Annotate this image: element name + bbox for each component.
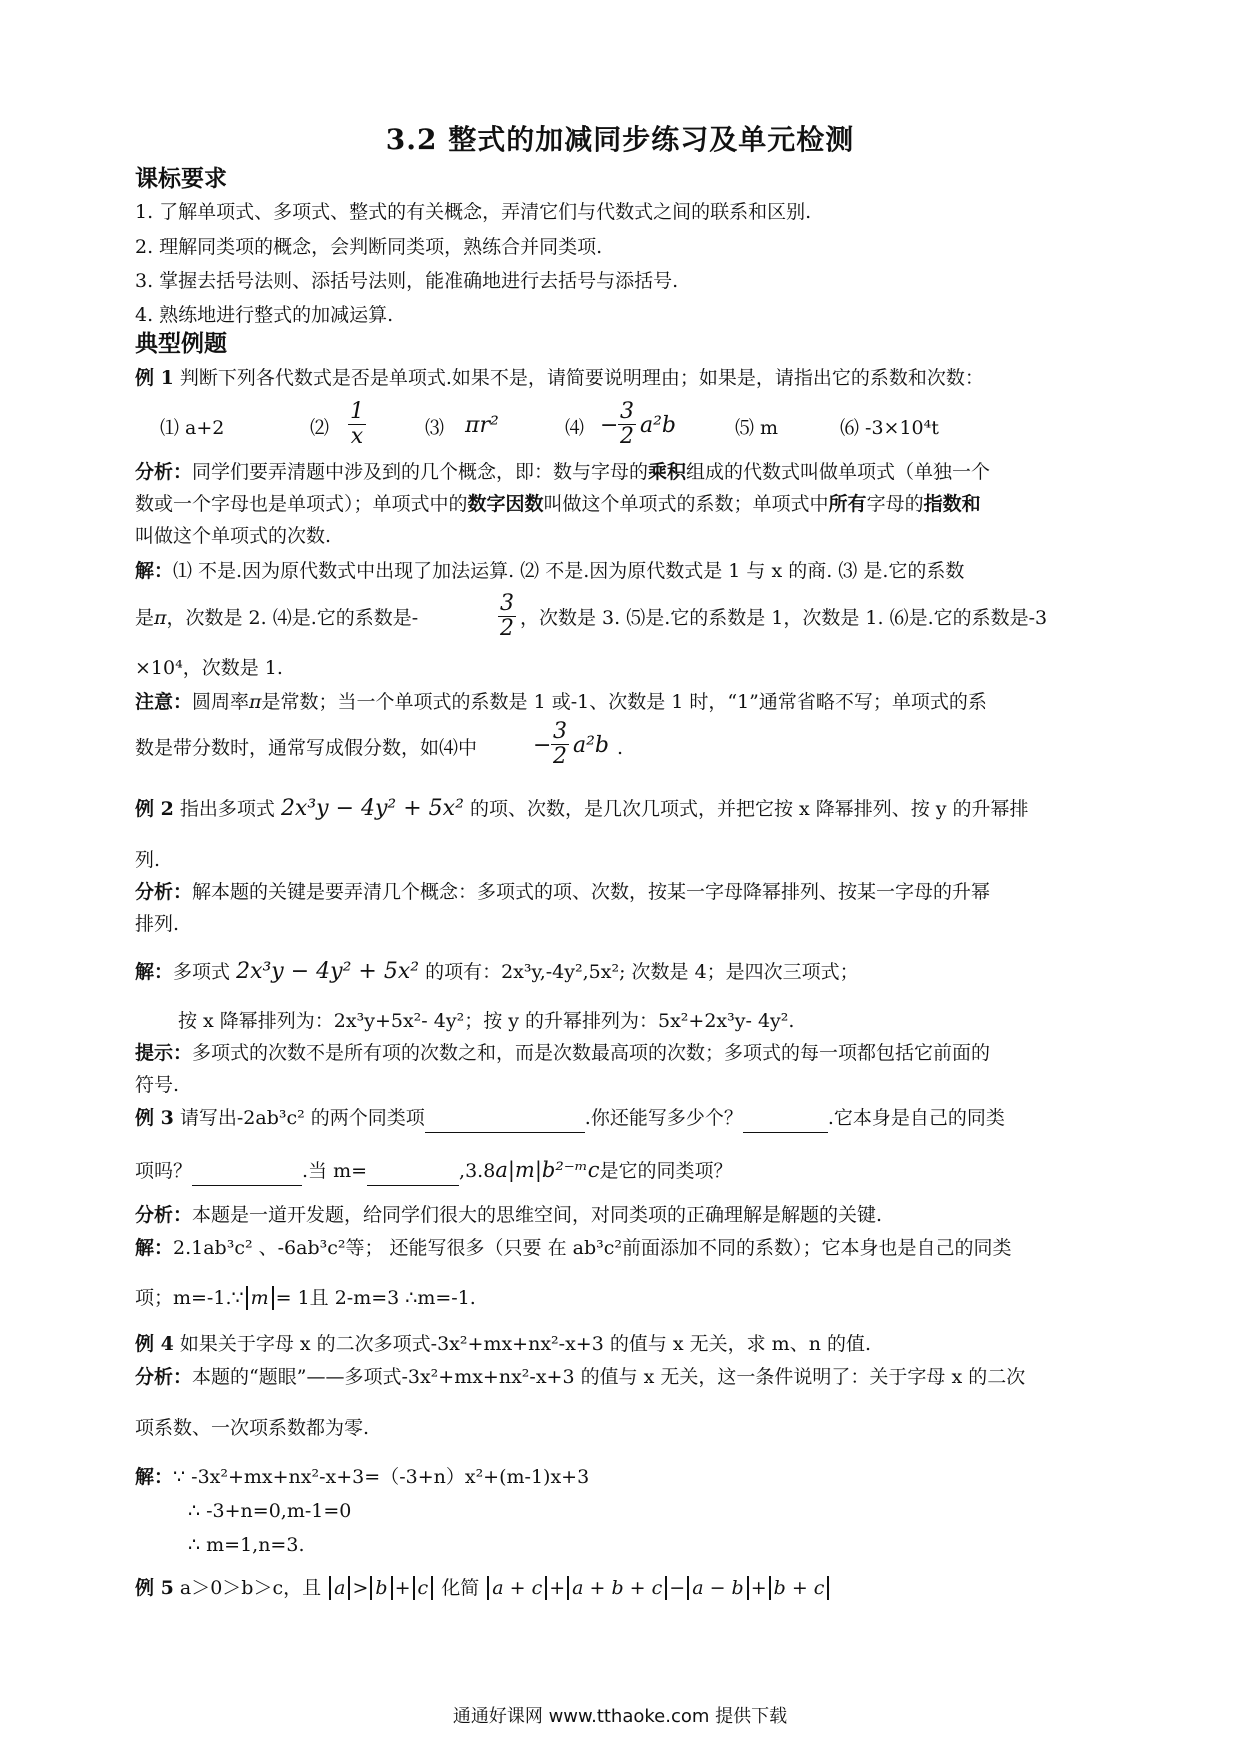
solution-text: 多项式 xyxy=(173,961,231,983)
greater-than-sign: > xyxy=(352,1577,369,1599)
page-footer: 通通好课网 www.tthaoke.com 提供下载 xyxy=(452,1706,788,1727)
example-4-label: 例 4 xyxy=(135,1333,174,1355)
analysis-label: 分析： xyxy=(135,1204,193,1226)
analysis-label: 分析： xyxy=(135,881,193,903)
example-5-question: 例 5 a＞0＞b＞c，且 a > b + c 化简 a + c + a + b + c − a − b + b + c xyxy=(135,1574,1120,1602)
question-text: 的项、次数，是几次几项式，并把它按 x 降幂排列、按 y 的升幂排 xyxy=(469,798,1029,820)
requirement-3: 3. 掌握去括号法则、添括号法则，能准确地进行去括号与添括号. xyxy=(135,270,679,292)
example-4-solution-line-3: ∴ m=1,n=3. xyxy=(188,1534,305,1556)
solution-text: 是π，次数是 2. ⑷是.它的系数是- xyxy=(135,607,419,629)
fraction-denominator: x xyxy=(350,424,364,449)
requirement-4: 4. 熟练地进行整式的加减运算. xyxy=(135,304,394,326)
like-term-math: a|m|b²⁻ᵐc xyxy=(495,1158,600,1182)
example-2-solution-line-1 xyxy=(135,958,1120,986)
example-4-analysis-line-2: 项系数、一次项系数都为零. xyxy=(135,1417,370,1439)
minus-sign: − xyxy=(600,413,619,438)
absolute-value: c xyxy=(413,1576,434,1600)
solution-label: 解： xyxy=(135,1466,174,1488)
requirement-1: 1. 了解单项式、多项式、整式的有关概念，弄清它们与代数式之间的联系和区别. xyxy=(135,201,812,223)
fraction-denominator: 2 xyxy=(620,424,634,449)
example-1-text: 判断下列各代数式是否是单项式.如果不是，请简要说明理由；如果是，请指出它的系数和次数： xyxy=(173,367,984,389)
example-1-question xyxy=(135,364,1120,392)
option-4-label: ⑷ xyxy=(565,417,585,439)
question-text: ,3.8 xyxy=(459,1160,496,1182)
analysis-text: 本题的“题眼”——多项式-3x²+mx+nx²-x+3 的值与 x 无关，这一条件说明了：关于字母 x 的二次 xyxy=(192,1366,1026,1388)
analysis-text: 解本题的关键是要弄清几个概念：多项式的项、次数，按某一字母降幂排列、按某一字母的升幂 xyxy=(192,881,991,903)
analysis-bold: 数字因数 xyxy=(467,493,544,515)
solution-text: 项；m=-1.∵ xyxy=(135,1287,244,1309)
note-label: 注意： xyxy=(135,691,193,713)
question-text: a＞0＞b＞c，且 xyxy=(173,1577,322,1599)
analysis-text: 字母的 xyxy=(866,493,924,515)
analysis-label: 分析： xyxy=(135,461,193,483)
example-1-label: 例 1 xyxy=(135,367,174,389)
pi-symbol: π xyxy=(154,607,167,629)
question-text: .你还能写多少个？ xyxy=(584,1107,743,1129)
section-heading-examples: 典型例题 xyxy=(135,330,227,357)
example-3-question-line-2 xyxy=(135,1156,1120,1186)
analysis-bold: 所有 xyxy=(828,493,867,515)
absolute-value: a − b xyxy=(687,1576,749,1600)
example-2-label: 例 2 xyxy=(135,798,174,820)
solution-text: 的项有：2x³y,-4y²,5x²; 次数是 4；是四次三项式； xyxy=(425,961,859,983)
page-title: 3.2 整式的加减同步练习及单元检测 xyxy=(385,123,855,156)
solution-text: ，次数是 3. ⑸是.它的系数是 1，次数是 1. ⑹是.它的系数是-3 xyxy=(520,607,1048,629)
analysis-text: 同学们要弄清题中涉及到的几个概念，即：数与字母的 xyxy=(192,461,649,483)
absolute-value: a + b + c xyxy=(567,1576,667,1600)
note-text: 是常数；当一个单项式的系数是 1 或-1、次数是 1 时，“1”通常省略不写；单项式的系 xyxy=(261,691,987,713)
fraction-numerator: 1 xyxy=(350,399,364,424)
analysis-bold: 指数和 xyxy=(923,493,981,515)
example-1-solution-line-2 xyxy=(135,592,1120,644)
analysis-text: 叫做这个单项式的系数；单项式中 xyxy=(543,493,829,515)
question-text: .当 m= xyxy=(302,1160,368,1182)
example-5-label: 例 5 xyxy=(135,1577,174,1599)
example-1-solution-line-3: ×10⁴，次数是 1. xyxy=(135,657,283,679)
solution-text: 2.1ab³c² 、-6ab³c²等； 还能写很多（只要 在 ab³c²前面添加不同的系数）；它本身也是自己的同类 xyxy=(173,1237,1012,1259)
option-2-fraction xyxy=(348,400,366,449)
option-1: ⑴ a+2 xyxy=(160,417,225,439)
polynomial-math: 2x³y − 4y² + 5x² xyxy=(236,959,420,984)
example-2-hint-line-2: 符号. xyxy=(135,1074,180,1096)
example-1-solution-line-1 xyxy=(135,557,1120,585)
question-text: 如果关于字母 x 的二次多项式-3x²+mx+nx²-x+3 的值与 x 无关，求 m、n 的值. xyxy=(173,1333,872,1355)
example-3-question-line-1 xyxy=(135,1104,1120,1133)
example-2-hint-line-1 xyxy=(135,1039,1120,1067)
example-2-analysis-line-2: 排列. xyxy=(135,913,180,935)
example-3-solution-line-1 xyxy=(135,1234,1120,1262)
analysis-text: 数或一个字母也是单项式）；单项式中的 xyxy=(135,493,468,515)
solution-fraction xyxy=(498,592,516,641)
hint-text: 多项式的次数不是所有项的次数之和，而是次数最高项的次数；多项式的每一项都包括它前面的 xyxy=(192,1042,991,1064)
fraction-numerator: 3 xyxy=(553,719,567,744)
absolute-value: m xyxy=(246,1286,274,1310)
solution-label: 解： xyxy=(135,961,174,983)
question-text: .它本身是自己的同类 xyxy=(827,1107,1005,1129)
absolute-value: a xyxy=(329,1576,350,1600)
question-text: 化简 xyxy=(441,1577,480,1599)
pi-symbol: π xyxy=(249,691,262,713)
example-1-options xyxy=(160,400,1145,456)
example-1-analysis-line-2 xyxy=(135,490,1120,518)
fraction-denominator: 2 xyxy=(500,616,514,641)
solution-text: ⑴ 不是.因为原代数式中出现了加法运算. ⑵ 不是.因为原代数式是 1 与 x 的商. ⑶ 是.它的系数 xyxy=(173,560,965,582)
example-2-solution-line-2: 按 x 降幂排列为：2x³y+5x²- 4y²；按 y 的升幂排列为：5x²+2x³y- 4y². xyxy=(178,1010,795,1032)
example-4-question xyxy=(135,1330,1120,1358)
option-2-label: ⑵ xyxy=(310,417,330,439)
example-2-question-line-1 xyxy=(135,795,1120,823)
solution-text: ∵ -3x²+mx+nx²-x+3=（-3+n）x²+(m-1)x+3 xyxy=(173,1466,590,1488)
example-4-analysis-line-1 xyxy=(135,1363,1120,1391)
question-text: 项吗？ xyxy=(135,1160,193,1182)
option-3-label: ⑶ xyxy=(425,417,445,439)
analysis-text: 组成的代数式叫做单项式（单独一个 xyxy=(686,461,991,483)
question-text: 请写出-2ab³c² 的两个同类项 xyxy=(173,1107,425,1129)
example-1-analysis-line-1 xyxy=(135,458,1120,486)
example-3-analysis xyxy=(135,1201,1120,1229)
example-1-analysis-line-3: 叫做这个单项式的次数. xyxy=(135,525,332,547)
analysis-bold: 乘积 xyxy=(648,461,687,483)
analysis-text: 本题是一道开发题，给同学们很大的思维空间，对同类项的正确理解是解题的关键. xyxy=(192,1204,883,1226)
example-4-solution-line-1 xyxy=(135,1463,1120,1491)
analysis-label: 分析： xyxy=(135,1366,193,1388)
answer-blank[interactable] xyxy=(367,1157,459,1186)
absolute-value: a + c xyxy=(487,1576,547,1600)
section-heading-curriculum: 课标要求 xyxy=(135,165,227,192)
polynomial-math: 2x³y − 4y² + 5x² xyxy=(280,796,464,821)
plus-sign: + xyxy=(394,1577,411,1599)
example-2-question-line-2: 列. xyxy=(135,849,161,871)
solution-text: = 1且 2-m=3 ∴m=-1. xyxy=(275,1287,476,1309)
example-3-label: 例 3 xyxy=(135,1107,174,1129)
example-4-solution-line-2: ∴ -3+n=0,m-1=0 xyxy=(188,1500,352,1522)
option-5: ⑸ m xyxy=(735,417,779,439)
solution-label: 解： xyxy=(135,560,174,582)
solution-label: 解： xyxy=(135,1237,174,1259)
answer-blank[interactable] xyxy=(192,1157,302,1186)
note-fraction xyxy=(551,720,569,769)
option-4-fraction xyxy=(618,400,636,449)
answer-blank[interactable] xyxy=(425,1104,585,1133)
minus-sign: − xyxy=(533,733,552,758)
answer-blank[interactable] xyxy=(743,1104,828,1133)
option-3-math: πr² xyxy=(465,413,499,438)
question-text: 是它的同类项？ xyxy=(599,1160,733,1182)
example-1-note-line-2 xyxy=(135,720,1120,774)
requirement-2: 2. 理解同类项的概念，会判断同类项，熟练合并同类项. xyxy=(135,236,603,258)
example-2-analysis-line-1 xyxy=(135,878,1120,906)
note-text: 数是带分数时，通常写成假分数，如⑷中 xyxy=(135,737,478,759)
note-text: . xyxy=(617,737,624,759)
option-4-math: a²b xyxy=(640,413,677,438)
option-6: ⑹ -3×10⁴t xyxy=(840,417,939,439)
note-text: 圆周率 xyxy=(192,691,250,713)
absolute-value: b xyxy=(370,1576,392,1600)
absolute-value: b + c xyxy=(769,1576,830,1600)
note-math: a²b xyxy=(573,733,610,758)
question-text: 指出多项式 xyxy=(173,798,275,820)
hint-label: 提示： xyxy=(135,1042,193,1064)
example-1-note-line-1 xyxy=(135,688,1120,716)
fraction-numerator: 3 xyxy=(620,399,634,424)
fraction-numerator: 3 xyxy=(500,591,514,616)
example-3-solution-line-2 xyxy=(135,1284,1120,1312)
fraction-denominator: 2 xyxy=(553,744,567,769)
